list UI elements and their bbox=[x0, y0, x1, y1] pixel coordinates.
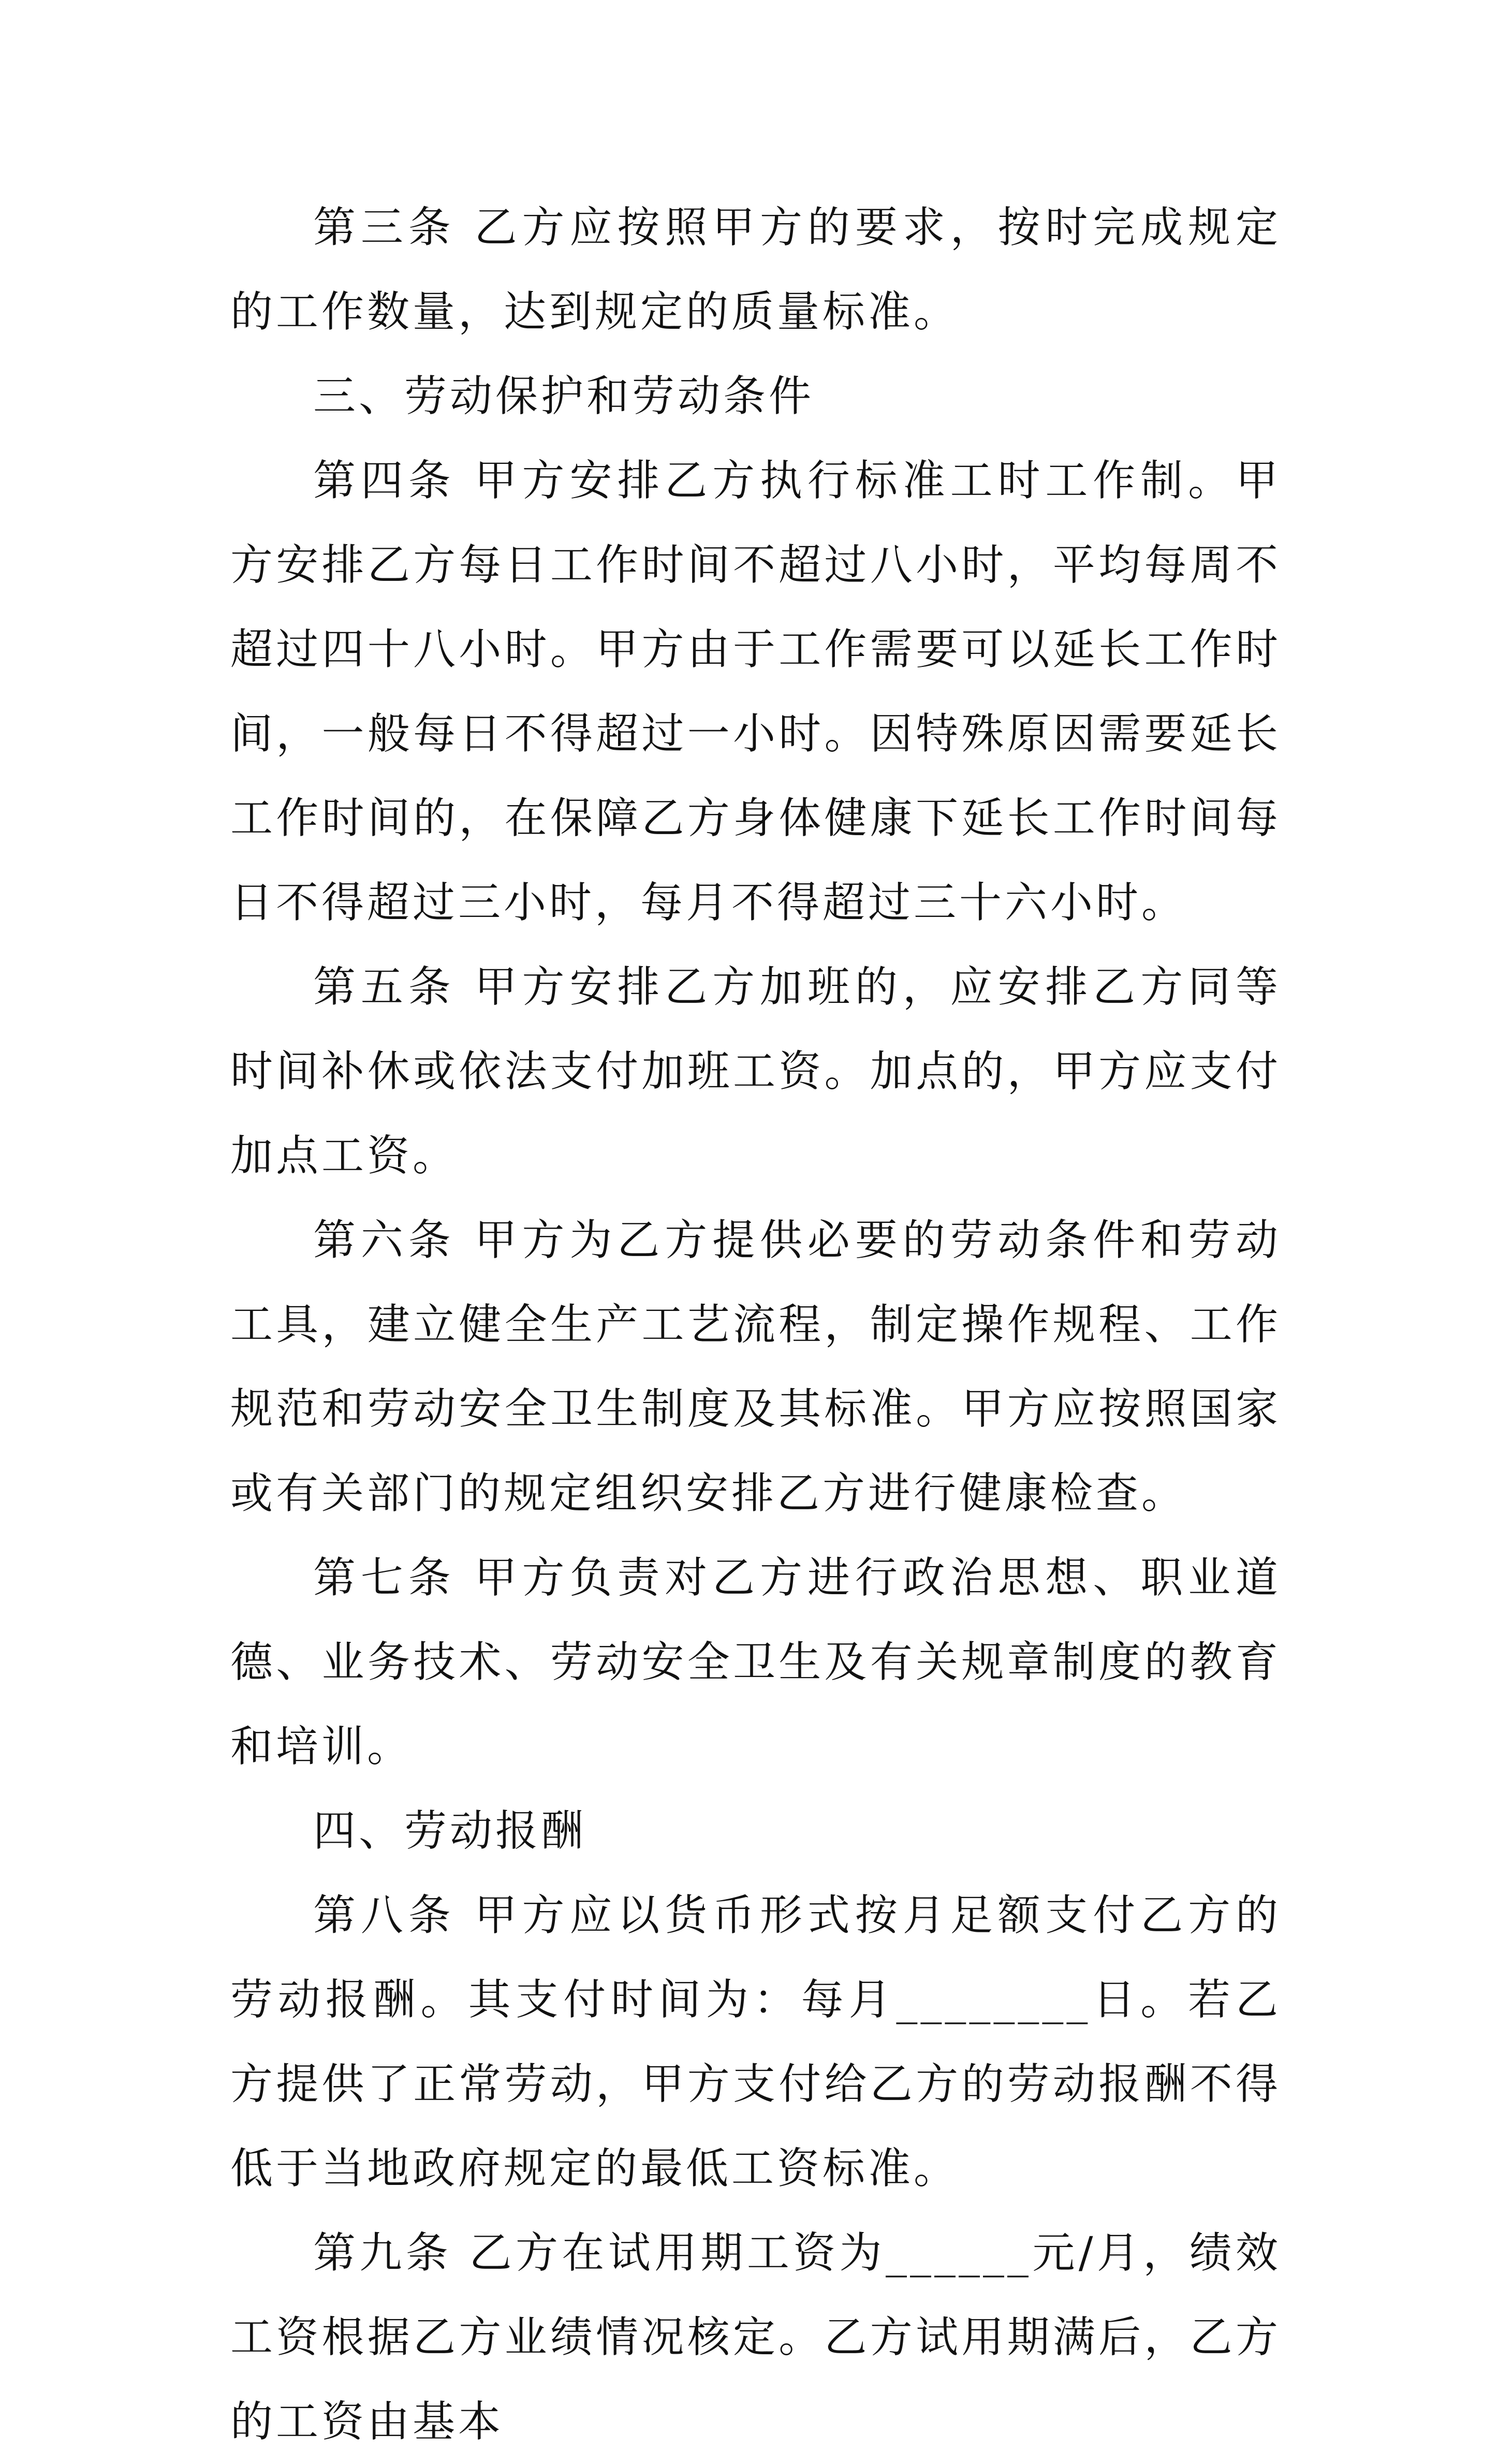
article-4-paragraph: 第四条 甲方安排乙方执行标准工时工作制。甲方安排乙方每日工作时间不超过八小时，平均每周不超过四十八小时。甲方由于工作需要可以延长工作时间，一般每日不得超过一小时。因特殊原因需要延长工作时间的，在保障乙方身体健康下延长工作时间每日不得超过三小时，每月不得超过三十六小时。 bbox=[230, 456, 1281, 927]
section-4-heading: 四、劳动报酬 bbox=[313, 1806, 587, 1856]
article-5-paragraph: 第五条 甲方安排乙方加班的，应安排乙方同等时间补休或依法支付加班工资。加点的，甲方应支付加点工资。 bbox=[230, 963, 1281, 1180]
article-8-paragraph: 第八条 甲方应以货币形式按月足额支付乙方的劳动报酬。其支付时间为：每月________日。若乙方提供了正常劳动，甲方支付给乙方的劳动报酬不得低于当地政府规定的最低工资标准。 bbox=[230, 1891, 1281, 2193]
article-3-paragraph: 第三条 乙方应按照甲方的要求，按时完成规定的工作数量，达到规定的质量标准。 bbox=[230, 203, 1281, 337]
section-3-heading: 三、劳动保护和劳动条件 bbox=[313, 372, 815, 421]
article-6-paragraph: 第六条 甲方为乙方提供必要的劳动条件和劳动工具，建立健全生产工艺流程，制定操作规程、工作规范和劳动安全卫生制度及其标准。甲方应按照国家或有关部门的规定组织安排乙方进行健康检查。 bbox=[230, 1216, 1281, 1518]
document-body bbox=[230, 185, 1281, 2464]
article-9-paragraph: 第九条 乙方在试用期工资为______元/月，绩效工资根据乙方业绩情况核定。乙方试用期满后，乙方的工资由基本 bbox=[230, 2228, 1281, 2446]
article-7-paragraph: 第七条 甲方负责对乙方进行政治思想、职业道德、业务技术、劳动安全卫生及有关规章制度的教育和培训。 bbox=[230, 1553, 1281, 1771]
